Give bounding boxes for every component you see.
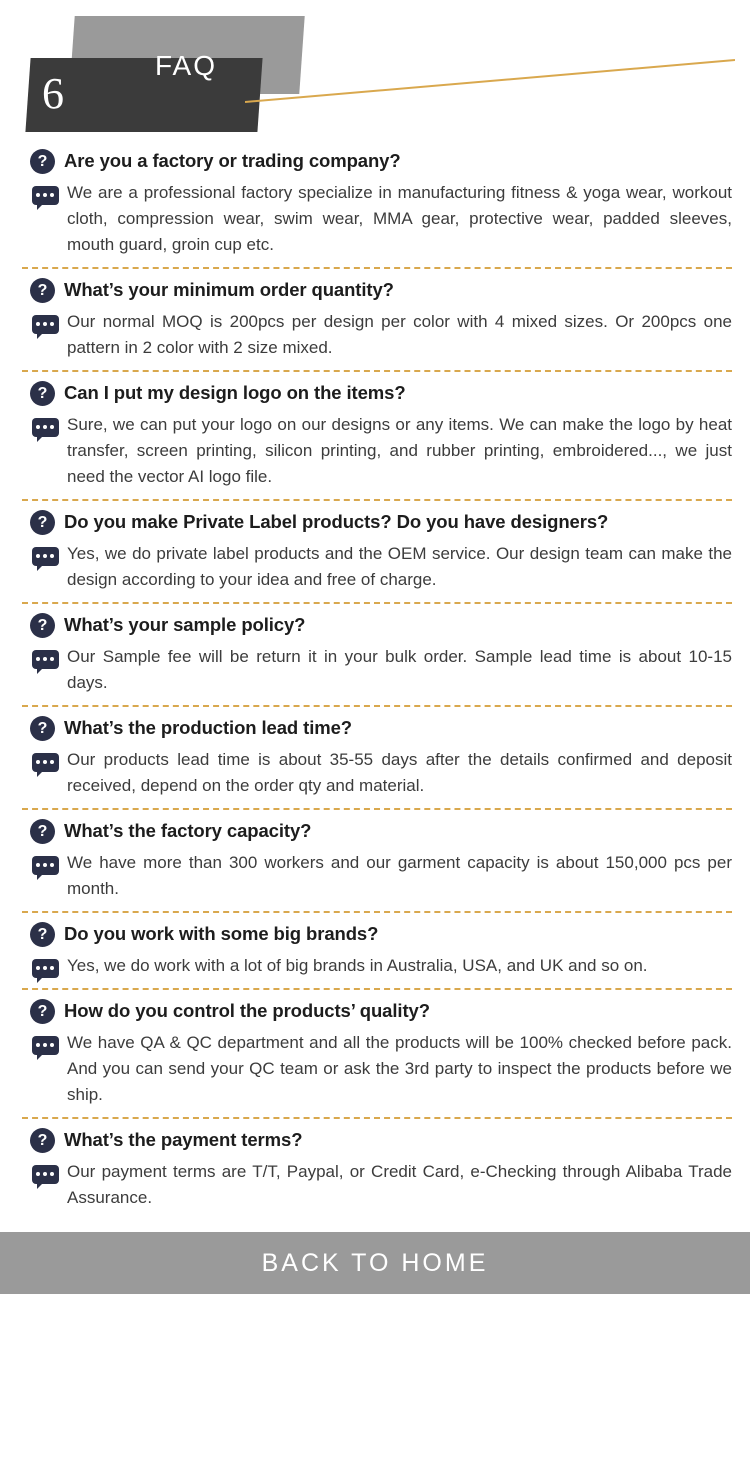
faq-answer-text: Sure, we can put your logo on our designs or any items. We can make the logo by heat transfer, screen printing, silicon printing, and rubber printing, embroidered..., we just need the vector AI logo file. [67,415,732,486]
faq-item [22,990,732,1119]
speech-bubble-icon [32,1036,59,1055]
faq-answer-row [22,539,732,602]
faq-question-text: Are you a factory or trading company? [64,150,401,171]
faq-answer-text: Our Sample fee will be return it in your bulk order. Sample lead time is about 10-15 days. [67,647,732,692]
faq-item [22,269,732,372]
faq-answer-row [22,951,732,988]
speech-bubble-icon [32,315,59,334]
faq-question-text: How do you control the products’ quality? [64,1000,430,1021]
question-mark-icon: ? [30,999,55,1024]
faq-question-row [22,606,732,642]
faq-question-text: Do you work with some big brands? [64,923,379,944]
faq-question-text: What’s the factory capacity? [64,820,312,841]
faq-answer-row [22,410,732,499]
faq-item [22,1119,732,1220]
faq-item [22,604,732,707]
faq-question-row [22,1121,732,1157]
page-title: FAQ [155,50,218,81]
speech-bubble-icon [32,650,59,669]
faq-question-row [22,142,732,178]
speech-bubble-icon [32,856,59,875]
speech-bubble-icon [32,753,59,772]
header-accent-line [245,58,735,104]
faq-answer-row [22,307,732,370]
faq-header-banner [0,0,750,140]
question-mark-icon: ? [30,922,55,947]
faq-question-row [22,503,732,539]
speech-bubble-icon [32,418,59,437]
faq-item [22,140,732,269]
speech-bubble-icon [32,1165,59,1184]
faq-question-row [22,812,732,848]
faq-question-text: What’s the production lead time? [64,717,353,738]
faq-question-text: Can I put my design logo on the items? [64,382,406,403]
faq-answer-row [22,745,732,808]
faq-question-text: What’s your sample policy? [64,614,306,635]
speech-bubble-icon [32,186,59,205]
faq-answer-row [22,178,732,267]
faq-question-text: What’s the payment terms? [64,1129,303,1150]
faq-answer-row [22,642,732,705]
question-mark-icon: ? [30,278,55,303]
faq-item [22,372,732,501]
section-number: 6 [42,69,64,118]
faq-answer-text: Our normal MOQ is 200pcs per design per color with 4 mixed sizes. Or 200pcs one pattern in 2 color with 2 size mixed. [67,312,732,357]
faq-question-row [22,271,732,307]
faq-item [22,707,732,810]
faq-question-row [22,915,732,951]
faq-answer-text: Yes, we do work with a lot of big brands in Australia, USA, and UK and so on. [67,956,648,975]
faq-answer-text: We are a professional factory specialize in manufacturing fitness & yoga wear, workout cloth, compression wear, swim wear, MMA gear, protective wear, padded sleeves, mouth guard, groin cup etc. [67,183,732,254]
faq-question-row [22,992,732,1028]
faq-answer-text: We have QA & QC department and all the products will be 100% checked before pack. And you can send your QC team or ask the 3rd party to inspect the products before we ship. [67,1033,732,1104]
faq-list [0,140,750,1220]
question-mark-icon: ? [30,510,55,535]
faq-question-row [22,374,732,410]
faq-item [22,810,732,913]
question-mark-icon: ? [30,613,55,638]
question-mark-icon: ? [30,1128,55,1153]
back-to-home-button[interactable] [0,1232,750,1294]
faq-question-row [22,709,732,745]
faq-question-text: Do you make Private Label products? Do you have designers? [64,511,609,532]
faq-item [22,913,732,990]
question-mark-icon: ? [30,381,55,406]
faq-answer-row [22,1028,732,1117]
faq-answer-text: We have more than 300 workers and our garment capacity is about 150,000 pcs per month. [67,853,732,898]
question-mark-icon: ? [30,819,55,844]
faq-answer-text: Our payment terms are T/T, Paypal, or Credit Card, e-Checking through Alibaba Trade Assurance. [67,1162,732,1207]
faq-item [22,501,732,604]
question-mark-icon: ? [30,716,55,741]
speech-bubble-icon [32,959,59,978]
speech-bubble-icon [32,547,59,566]
faq-answer-row [22,1157,732,1220]
faq-answer-text: Our products lead time is about 35-55 days after the details confirmed and deposit received, depend on the order qty and material. [67,750,732,795]
faq-answer-text: Yes, we do private label products and the OEM service. Our design team can make the design according to your idea and free of charge. [67,544,732,589]
question-mark-icon: ? [30,149,55,174]
back-to-home-label: BACK TO HOME [261,1248,489,1277]
faq-question-text: What’s your minimum order quantity? [64,279,394,300]
faq-answer-row [22,848,732,911]
